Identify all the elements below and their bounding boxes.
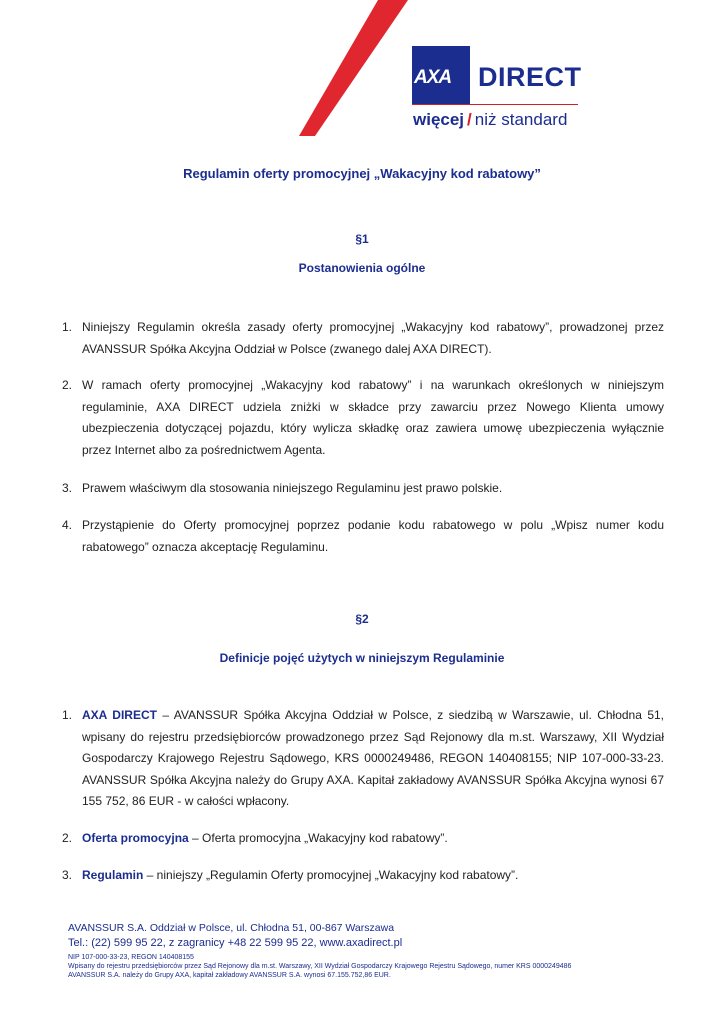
definition-term: AXA DIRECT [82,708,157,722]
logo-divider [412,104,578,105]
section-1-number: §1 [355,232,369,246]
axa-logo-text: AXA [414,67,452,88]
definition-text: – Oferta promocyjna „Wakacyjny kod rabatowy”. [188,831,448,845]
footer-small-print [68,953,571,980]
list-number: 3. [62,481,73,495]
logo-direct-text: DIRECT [478,62,582,92]
definition-text: – AVANSSUR Spółka Akcyjna Oddział w Polsce, z siedzibą w Warszawie, ul. Chłodna 51, wpisany do rejestru przedsiębiorców prowadzonego przez Sąd Rejonowy dla m.st. Warszawy, XII Wydział Gospodarczy Krajowego Rejestru Sądowego, KRS 0000249486, REGON 140408155; NIP 107-000-33-23. AVANSSUR Spółka Akcyjna należy do Grupy AXA. Kapitał zakładowy AVANSSUR Spółka Akcyjna wynosi 67 155 752, 86 EUR - w całości wpłacony. [82,708,664,808]
footer-phone: Tel.: (22) 599 95 22, z zagranicy +48 22 599 95 22, www.axadirect.pl [68,937,403,949]
definition-text: – niniejszy „Regulamin Oferty promocyjnej „Wakacyjny kod rabatowy”. [143,868,519,882]
definition-item [82,705,664,813]
tagline-rest: niż standard [474,110,568,129]
document-title: Regulamin oferty promocyjnej „Wakacyjny kod rabatowy” [183,166,541,181]
tagline-bold: więcej [413,110,465,129]
footer-registry: Wpisany do rejestru przedsiębiorców przez Sąd Rejonowy dla m.st. Warszawy, XII Wydział Gospodarczy Krajowego Rejestru Sądowego, numer KRS 0000249486 [68,963,572,970]
red-slash-graphic [0,0,724,140]
definition-term: Oferta promocyjna [82,831,189,845]
definition-item [82,828,664,850]
section-1-heading: Postanowienia ogólne [298,261,426,275]
list-number: 2. [62,378,73,392]
page-footer [68,922,571,980]
list-number: 1. [62,708,73,722]
footer-nip-regon: NIP 107-000-33-23, REGON 140408155 [68,954,194,961]
section-2-number: §2 [355,612,369,626]
footer-capital: AVANSSUR S.A. należy do Grupy AXA, kapitał zakładowy AVANSSUR S.A. wynosi 67.155.752,86 EUR. [68,972,391,979]
list-number: 3. [62,868,73,882]
section-2-heading: Definicje pojęć użytych w niniejszym Regulaminie [219,651,505,665]
definition-item [82,865,664,887]
axa-direct-logo [412,46,580,132]
tagline-slash: / [467,110,472,129]
list-number: 2. [62,831,73,845]
list-item: Niniejszy Regulamin określa zasady oferty promocyjnej „Wakacyjny kod rabatowy”, prowadzonej przez AVANSSUR Spółka Akcyjna Oddział w Polsce (zwanego dalej AXA DIRECT). [82,320,664,356]
list-number: 4. [62,518,73,532]
list-item: Prawem właściwym dla stosowania niniejszego Regulaminu jest prawo polskie. [82,481,503,495]
logo-tagline [413,110,567,130]
list-item: Przystąpienie do Oferty promocyjnej poprzez podanie kodu rabatowego w polu „Wpisz numer kodu rabatowego” oznacza akceptację Regulaminu. [82,518,664,554]
axa-logo-box [412,46,470,104]
footer-address: AVANSSUR S.A. Oddział w Polsce, ul. Chłodna 51, 00-867 Warszawa [68,922,395,934]
list-number: 1. [62,320,73,334]
list-item: W ramach oferty promocyjnej „Wakacyjny kod rabatowy” i na warunkach określonych w niniejszym regulaminie, AXA DIRECT udziela zniżki w składce przy zawarciu przez Nowego Klienta umowy ubezpieczenia dotyczącej pojazdu, który wylicza składkę oraz zawiera umowę ubezpieczenia wyłącznie przez Internet albo za pośrednictwem Agenta. [82,378,664,457]
definition-term: Regulamin [82,868,144,882]
